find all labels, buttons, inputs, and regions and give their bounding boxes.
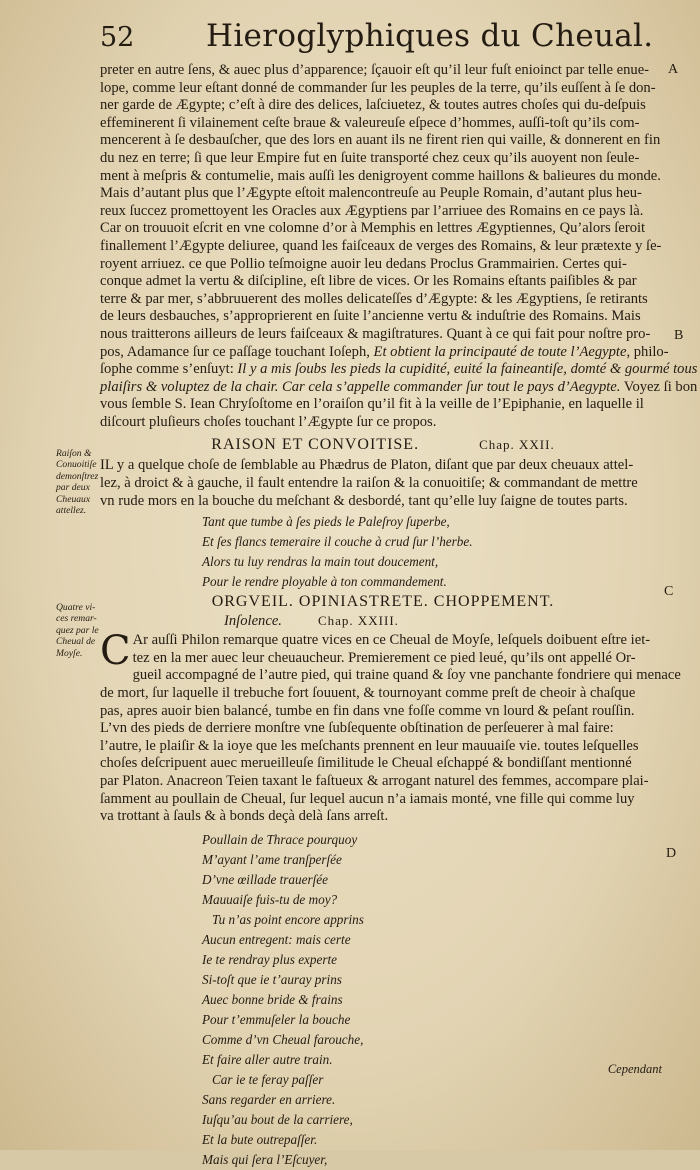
chapter-23-subheading: [100, 612, 666, 630]
text-line: [100, 361, 698, 379]
margin-letter-a: A: [668, 62, 679, 77]
text-line: IL y a quelque choſe de ſemblable au Phædrus de Platon, diſant que par deux cheuaux attel-: [100, 457, 634, 474]
text-line: nous traitterons ailleurs de leurs faiſceaux & magiſtratures. Quant à ce qui fait pour noſtre pro-: [100, 325, 651, 342]
verse-line: D’vne œillade trauerſée: [202, 871, 328, 887]
text-line: effeminerent ſi vilainement ceſte braue & valeureuſe eſpece d’hommes, auſſi-toſt qu’ils com-: [100, 114, 640, 131]
text-line: par Platon. Anacreon Teien taxant le faſtueux & arrogant naturel des femmes, accompare plai-: [100, 773, 649, 789]
chapter-subtitle: Inſolence.: [224, 613, 282, 630]
verse-line: Mais qui ſera l’Eſcuyer,: [202, 1151, 328, 1167]
verse-line: Ie te rendray plus experte: [202, 951, 337, 967]
catchword: Cependant: [607, 1062, 662, 1076]
text-line: preter en autre ſens, & auec plus d’apparence; ſçauoir eſt qu’il leur fuſt enioinct par telle enue-: [100, 62, 650, 78]
text-line: vn rude mors en la bouche du meſchant & desbordé, tant qu’elle luy ſaigne de toutes parts.: [100, 492, 628, 509]
text-line: ment à meſpris & contumelie, mais auſſi les denigroyent comme haillons & balieures du monde.: [100, 167, 661, 184]
verse-line: Et faire aller autre train.: [202, 1051, 333, 1067]
chapter-23-heading: [100, 592, 666, 612]
text-block: [100, 62, 698, 1170]
text-line: mencerent à ſe desbauſcher, que des lors en auant ils ne firent rien qui vaille, & donnerent en fin: [100, 132, 661, 149]
text-span: , philo-: [626, 343, 669, 360]
text-line: du nez en terre; ſi que leur Empire fut en ſuite transporté chez ceux qu’ils auoyent non ſeule-: [100, 149, 640, 166]
verse-line: Pour t’emmuſeler la bouche: [202, 1011, 351, 1027]
verse-line: Et ſes flancs temeraire il couche à crud ſur l’herbe.: [202, 534, 473, 550]
verse-line: Car ie te feray paſſer: [212, 1071, 324, 1087]
verse-line: Comme d’vn Cheual farouche,: [202, 1031, 364, 1047]
chapter-title: RAISON ET CONVOITISE.: [211, 436, 420, 454]
text-line: choſes deſcripuent auec merueilleuſe ſimilitude le Cheual eſchappé & bondiſſant mentionné: [100, 755, 632, 772]
margin-note-line: Moyſe.: [56, 647, 83, 659]
text-line: royent arriuez. ce que Pollio teſmoigne auoir leu dedans Proclus Grammairien. Certes qui-: [100, 255, 627, 272]
paragraph-reason: [100, 457, 666, 510]
text-span: Voyez ſi bon: [620, 378, 698, 395]
margin-letter-d: D: [666, 846, 677, 861]
quotation: Il y a mis ſoubs les pieds la cupidité, euité la faineantiſe, domté & gourmé tous: [237, 361, 698, 378]
margin-note-line: Raiſon &: [56, 448, 92, 459]
text-line: de leurs desbauches, s’approprierent en ſuite l’ancienne vertu & induſtrie des Romains. Mais: [100, 308, 641, 325]
verse-line: Mauuaiſe fuis-tu de moy?: [202, 891, 338, 907]
text-line: l’autre, le plaiſir & la ioye que les meſchants prennent en leur mauuaiſe vie. toutes leſquelles: [100, 737, 639, 754]
text-line: ſamment au poullain de Cheual, ſur lequel aucun n’a iamais monté, vne fille qui comme luy: [100, 790, 635, 807]
verse-block-2: [100, 830, 666, 1170]
text-line: [100, 343, 669, 362]
text-line: lope, comme leur eſtant donné de commander ſur les peuples de la terre, qu’ils euſſent à ſe don-: [100, 79, 656, 96]
quotation: plaiſirs & voluptez de la chair. Car cela s’appelle commander ſur tout le pays d’Aegypte.: [100, 378, 621, 395]
margin-note-line: par deux: [56, 482, 90, 494]
text-line: diſcourt pluſieurs choſes touchant l’Ægypte ſur ce propos.: [100, 413, 437, 430]
quotation: Et obtient la principauté de toute l’Aegypte: [373, 343, 627, 360]
page-number: 52: [100, 22, 135, 53]
margin-note-line: Quatre vi-: [56, 602, 96, 613]
verse-line: Pour le rendre ployable à ton commandement.: [202, 574, 447, 590]
paragraph-philon: [100, 628, 681, 826]
text-line: conque admet la vertu & diſcipline, eſt libre de vices. Or les Romains eſtants paiſibles & par: [100, 273, 637, 290]
drop-capital: C: [100, 628, 131, 675]
margin-note-line: demonſtrez: [56, 470, 99, 482]
text-line: de mort, ſur laquelle il trebuche fort ſouuent, & tournoyant comme preſt de cheoir à chaſque: [100, 685, 636, 702]
margin-note-line: Conuoitiſe: [56, 459, 97, 471]
margin-note-line: attellez.: [56, 505, 87, 517]
margin-note-line: ces remar-: [56, 613, 97, 625]
text-line: Car on trouuoit eſcrit en vne colomne d’or à Memphis en lettres Ægyptiennes, Qu’alors ſeroit: [100, 220, 646, 237]
text-line: lez, à droict & à gauche, il fault entendre la raiſon & la conuoitiſe; & commandant de mettre: [100, 475, 638, 492]
verse-line: Auec bonne bride & frains: [202, 991, 343, 1007]
text-span: pos, Adamance ſur ce paſſage touchant Ioſeph,: [100, 343, 374, 360]
text-line: vous ſemble S. Iean Chryſoſtome en l’oraiſon qu’il fit à la veille de l’Epiphanie, en laquelle il: [100, 396, 644, 413]
page-header: [100, 18, 660, 62]
verse-line: M’ayant l’ame tranſperſée: [202, 851, 342, 867]
text-span: ſophe comme s’enſuyt:: [100, 361, 238, 378]
chapter-number: Chap. XXII.: [479, 437, 555, 453]
margin-letter-b: B: [674, 328, 684, 343]
margin-note-line: Cheuaux: [56, 493, 91, 505]
paragraph-egypt: [100, 62, 698, 431]
margin-note-line: quez par le: [56, 624, 99, 636]
verse-line: Alors tu luy rendras la main tout doucement,: [202, 554, 439, 570]
verse-block-1: [100, 512, 666, 592]
text-line: Ar auſſi Philon remarque quatre vices en ce Cheual de Moyſe, leſquels doibuent eſtre iet-: [132, 632, 651, 649]
text-line: pas, apres auoir bien balancé, tumbe en fin dans vne foſſe comme vn lourd & peſant rouſſin.: [100, 702, 635, 719]
text-line: finallement l’Ægypte deliuree, quand les faiſceaux de verges des Romains, & leur prætexte y ſe-: [100, 237, 662, 254]
margin-note-line: Cheual de: [56, 636, 96, 648]
verse-line: Tant que tumbe à ſes pieds le Paleſroy ſuperbe,: [202, 514, 450, 530]
verse-line: Iuſqu’au bout de la carriere,: [202, 1111, 353, 1127]
running-title: Hieroglyphiques du Cheual.: [206, 18, 654, 54]
verse-line: Poullain de Thrace pourquoy: [202, 831, 358, 847]
chapter-title: ORGVEIL. OPINIASTRETE. CHOPPEMENT.: [211, 593, 555, 611]
text-line: [100, 378, 698, 397]
text-line: reux ſuccez promettoyent les Oracles aux Ægyptiens par l’arriuee des Romains en ce pays là.: [100, 202, 644, 219]
text-line: ner garde de Ægypte; c’eſt à dire des delices, laſciuetez, & toutes autres choſes qui du-deſpuis: [100, 97, 646, 114]
text-line: L’vn des pieds de derriere monſtre vne ſubſequente obſtination de perſeuerer à mal faire:: [100, 720, 614, 737]
text-line: Mais d’autant plus que l’Ægypte eſtoit malencontreuſe au Peuple Romain, d’autant plus heu-: [100, 185, 642, 202]
text-line: va trottant à ſauls & à bonds deçà delà ſans arreſt.: [100, 808, 389, 825]
verse-line: Si-toſt que ie t’auray prins: [202, 971, 342, 987]
text-line: gueil accompagné de l’autre pied, qui traine quand & ſoy vne panchante fondriere qui menace: [132, 667, 681, 684]
margin-note-reason: [56, 448, 100, 516]
text-line: terre & par mer, s’abbruuerent des molles delicateſſes d’Ægypte: & les Ægyptiens, ſe retirants: [100, 290, 648, 307]
verse-line: Aucun entregent: mais certe: [202, 931, 351, 947]
margin-note-vices: [56, 602, 100, 659]
chapter-22-heading: [100, 435, 666, 455]
verse-line: Sans regarder en arriere.: [202, 1091, 336, 1107]
chapter-number: Chap. XXIII.: [317, 613, 399, 629]
verse-line: Tu n’as point encore apprins: [212, 911, 364, 927]
verse-line: Et la bute outrepaſſer.: [202, 1131, 318, 1147]
text-line: tez en la mer auec leur cheuaucheur. Premierement ce pied leué, qu’ils ont appellé Or-: [132, 649, 636, 666]
margin-letter-c: C: [664, 584, 674, 599]
